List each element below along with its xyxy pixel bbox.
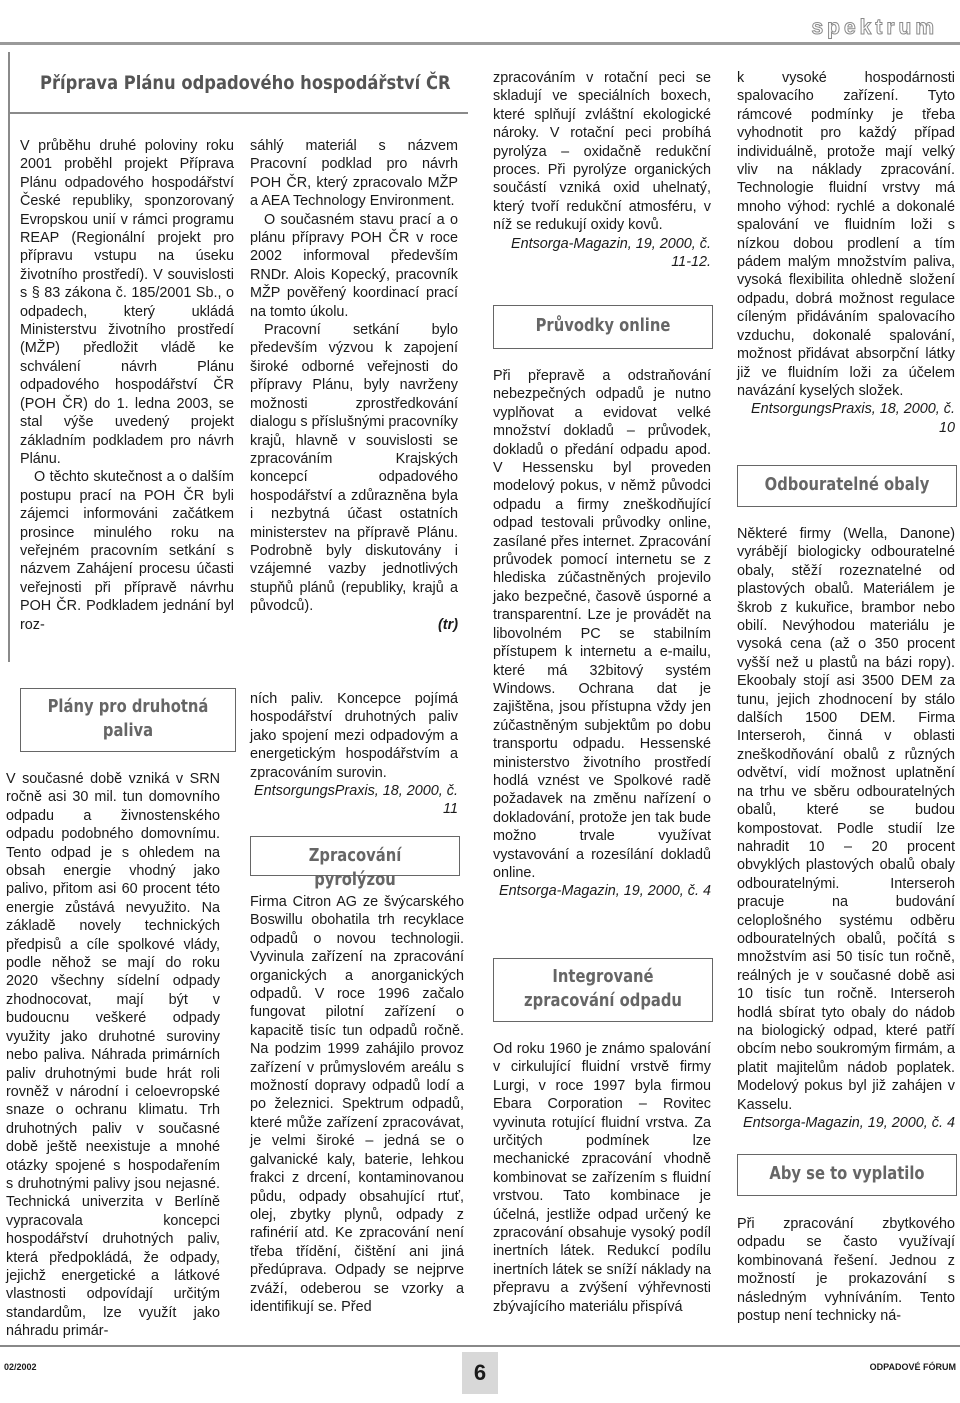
header-bar	[0, 16, 960, 44]
article3-col2	[250, 893, 464, 1316]
article3-text-cont: zpracováním v rotační peci se skladují ve speciálních boxech, které splňují zvláštní ekologické nároky. V rotační peci probíhá pyrolýza – oxidačně redukční proces. Při pyrolýze organických součástí vzniká oxid uhelnatý, který tvoří redukční atmosféru, v níž se redukují oxidy kovů.	[493, 70, 711, 234]
article6-title-box	[737, 465, 957, 507]
article1-para3: sáhlý materiál s názvem Pracovní podklad pro návrh POH ČR, který zpracovalo MŽP a AEA Technology Environment.	[250, 138, 458, 210]
article5-source: EntsorgungsPraxis, 18, 2000, č. 10	[751, 401, 955, 436]
article5-col4	[737, 69, 955, 437]
article1-signature: (tr)	[438, 616, 458, 633]
article4-title-box	[493, 305, 713, 349]
article1-para5: Pracovní setkání bylo především výzvou k zapojení široké odborné veřejnosti do přípravy Plánu, byly navrženy možnosti zprostředkování dialogu s příslušnými pracovníky krajů, hlavně v souvislosti se zpracováním Krajských koncepcí odpadového hospodářství a zdůrazněna byla i nezbytná účast ostatních ministerstev na přípravě Plánu. Podrobně byly diskutovány i vzájemné vazby jednotlivých stupňů plánů (republiky, krajů a původců).	[250, 322, 458, 615]
article2-text-cont: ních paliv. Koncepce pojímá hospodářství druhotných paliv jako spojení mezi odpadovým a energetickým hospodářstvím a zpracováním surovin.	[250, 691, 458, 781]
article4-text: Při přepravě a odstraňování nebezpečných odpadů je nutno vyplňovat a evidovat velké množství dokladů – průvodek, dokladů o předání odpadu apod. V Hessensku byl proveden modelový pokus, v němž původci odpadu a firmy zneškodňující odpad testovali průvodky online, zasílané přes internet. Zpracování průvodek pomocí internetu se z hlediska zúčastněných projevilo jako bezpečné, časově úsporné a transparentní. Lze je provádět na libovolném PC se stabilním přístupem k internetu a e-mailu, které má 32bitový systém Windows. Ochrana dat je zajištěna, jsou přístupna vždy jen zúčastněným subjektům po dobu transportu odpadu. Hessenské ministerstvo životního prostředí hodlá vznést ve Spolkové radě požadavek na změnu nařízení o dokladování, protože jen tak bude možno trvale využívat vystavování a rozesílání dokladů online.	[493, 368, 711, 881]
article2-text: V současné době vzniká v SRN ročně asi 30 mil. tun domovního odpadu a živnostenského odpadu podobného domovnímu. Tento odpad je s ohledem na obsah energie vhodný jako palivo, přitom asi 60 procent této energie zůstává nevyužito. Na základě novely technických předpisů a cíle spolkové vlády, podle něhož se mají do roku 2020 všechny sídelní odpady zhodnocovat, mají být v budoucnu veškeré odpady využity jako druhotné suroviny nebo paliva. Náhrada primárních paliv druhotnými bude hrát roli rovněž v národní i celoevropské snaze o ochranu klimatu. Trh druhotných paliv v současné době ještě neexistuje a mnohé otázky spojené s hospodařením s druhotnými palivy jsou nejasné. Technická univerzita v Berlíně vypracovala koncepci hospodářství druhotných paliv, která předpokládá, že odpady, jejichž energetické a látkové vlastnosti odpovídají určitým standardům, lze využít jako náhradu primár-	[6, 771, 220, 1340]
article3-source: Entsorga-Magazin, 19, 2000, č. 11-12.	[511, 235, 711, 271]
article6-text: Některé firmy (Wella, Danone) vyrábějí biologicky odbouratelné obaly, stěží rozeznatelné od plastových obalů. Materiálem je škrob z kukuřice, brambor nebo obilí. Nevýhodou materiálu je vysoká cena (až o 350 procent vyšší než u plastů na bázi ropy). Ekoobaly stojí asi 3500 DEM za tunu, jejich zhodnocení by stálo dalších 1500 DEM. Firma Interseroh, činná v oblasti zneškodňování obalů z různých odvětví, vidí možnost uplatnění na trhu ve sběru odbouratelných obalů, které se budou kompostovat. Podle studií lze nahradit 10 – 20 procent obvyklých plastových obalů obaly odbouratelnými. Interseroh pracuje na budování celoplošného systému odběru odbouratelných obalů, počítá s množstvím asi 50 tisíc tun ročně, reálných je v současné době asi 10 tisíc tun ročně. Interseroh hodlá sbírat tyto obaly do nádob na biologický odpad, které patří obcím nebo soukromým firmám, a platit majitelům nádob poplatek. Modelový pokus byl již zahájen v Kasselu.	[737, 526, 955, 1113]
article2-col2	[250, 690, 458, 819]
article5-text-cont: k vysoké hospodárnosti spalovacího zařízení. Tyto rámcové podmínky je třeba vyhodnotit pro každý případ individuálně, protože mají velký vliv na náklady zpracování. Technologie fluidní vrstvy má mnoho výhod: rychlé a dokonalé spalování ve fluidním loži s nízkou dobou prodlení a tím pádem malým množstvím paliva, vysoká flexibilita ohledně složení odpadu, dobrá možnost regulace cíleným přidáváním spalovacího vzduchu, dokonalé spalování, možnost přidávat absorpční látky již ve fluidním loži za účelem navázání kyselých složek.	[737, 70, 955, 399]
article7-col4	[737, 1215, 955, 1325]
article7-text: Při zpracování zbytkového odpadu se často využívají kombinovaná řešení. Jednou z možností je prokazování s následným vyhníváním. Tento postup není technicky ná-	[737, 1216, 955, 1325]
article6-source: Entsorga-Magazin, 19, 2000, č. 4	[743, 1115, 955, 1131]
article1-title: Příprava Plánu odpadového hospodářství ČR	[40, 72, 451, 94]
article5-col3	[493, 1040, 711, 1316]
title-rule	[8, 112, 468, 114]
issue-number: 02/2002	[4, 1362, 37, 1372]
article6-col4	[737, 525, 955, 1132]
article4-title: Průvodky online	[535, 315, 671, 336]
article3-text: Firma Citron AG ze švýcarského Boswillu obohatila trh recyklace odpadů o novou technologii. Vyvinula zařízení na zpracování organických a anorganických odpadů. V roce 1996 začalo fungovat pilotní zařízení o kapacitě tisíc tun odpadů ročně. Na podzim 1999 zahájilo provoz zařízení v průmyslovém areálu s možností dopravy odpadů lodí a po železnici. Spektrum odpadů, které může zařízení zpracovávat, je velmi široké – jedná se o galvanické kaly, baterie, lehkou frakci z drcení, kontaminovanou půdu, odpady obsahující rtuť, olej, zbytky plynů, odpady z rafinérií atd. Ke zpracování není třeba třídění, čištění ani jiná předúprava. Odpady se nejprve zváží, odeberou se vzorky a identifikují se. Před	[250, 894, 464, 1315]
article3-title-box	[250, 836, 460, 890]
left-rule	[8, 52, 10, 662]
article4-source: Entsorga-Magazin, 19, 2000, č. 4	[499, 883, 711, 900]
article5-text: Od roku 1960 je známo spalování v cirkulující fluidní vrstvě firmy Lurgi, v roce 1997 byla firmou Ebara Corporation – Rovitec vyvinuta rotující fluidní vrstva. Za určitých podmínek lze mechanické zpracování vhodně kombinovat se zařízením s fluidní vrstvou. Tato kombinace je účelná, jestliže odpad určený ke zpracování obsahuje vysoký podíl inertních látek. Redukcí podílu inertních látek se sníží náklady na přepravu a zvýšení výhřevnosti zbývajícího materiálu přispívá	[493, 1041, 711, 1315]
article2-title-box	[20, 688, 236, 752]
article5-title: Integrované zpracování odpadu	[524, 966, 682, 1011]
section-name: spektrum	[811, 16, 938, 39]
header-rule	[0, 42, 960, 45]
article7-title-box	[737, 1154, 957, 1196]
article1-para1: V průběhu druhé poloviny roku 2001 proběhl projekt Příprava Plánu odpadového hospodářství České republiky, sponzorovaný Evropskou unií v rámci programu REAP (Regionální projekt pro přípravu vstupu na úseku životního prostředí). V souvislosti s § 83 zákona č. 185/2001 Sb., o odpadech, který ukládá Ministerstvu životního prostředí (MŽP) předložit vládě ke schválení návrh Plánu odpadového hospodářství ČR (POH ČR) do 1. ledna 2003, se stal výše uvedený projekt základním podkladem pro návrh Plánu.	[20, 138, 234, 467]
article1-col1	[20, 137, 234, 634]
article3-title: Zpracování pyrolýzou	[308, 845, 402, 890]
article4-col3	[493, 367, 711, 901]
article2-col1	[6, 770, 220, 1341]
article1-col2	[250, 137, 458, 634]
page-number: 6	[462, 1352, 498, 1394]
article7-title: Aby se to vyplatilo	[769, 1163, 925, 1184]
article1-para4: O současném stavu prací a o plánu přípravy POH ČR v roce 2002 informoval především RNDr. Alois Kopecký, pracovník MŽP pověřený koordinací prací na tomto úkolu.	[250, 211, 458, 320]
article2-title: Plány pro druhotná paliva	[47, 696, 209, 741]
footer-rule	[0, 1345, 960, 1347]
article2-source: EntsorgungsPraxis, 18, 2000, č. 11	[254, 783, 458, 818]
article6-title: Odbouratelné obaly	[764, 474, 930, 495]
article1-para2: O těchto skutečnost a o dalším postupu prací na POH ČR byli zájemci informováni začátkem prosince minulého roku na veřejném pracovním setkání s názvem Zahájení procesu účasti veřejnosti při přípravě návrhu POH ČR. Podkladem jednání byl roz-	[20, 469, 234, 633]
magazine-name: ODPADOVÉ FÓRUM	[869, 1362, 956, 1372]
article5-title-box	[493, 958, 713, 1022]
article3-col3	[493, 69, 711, 271]
